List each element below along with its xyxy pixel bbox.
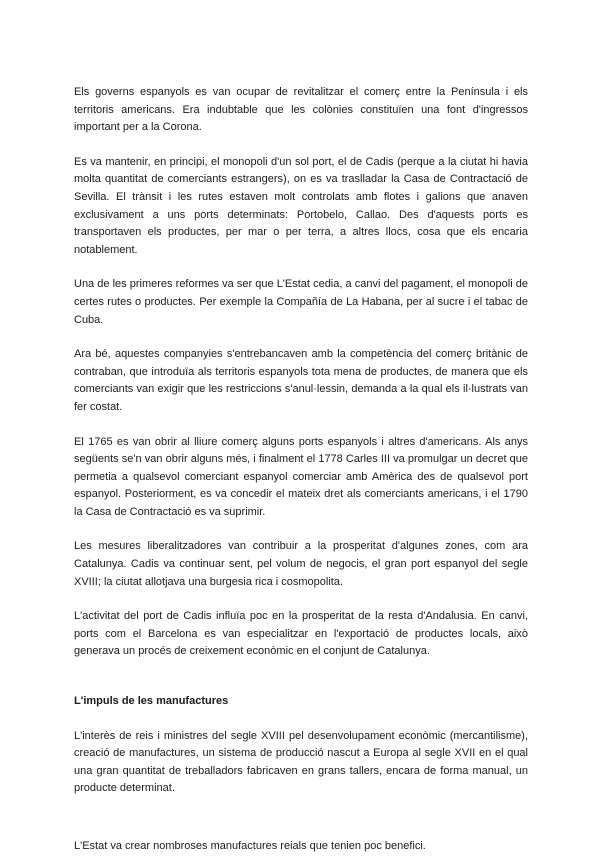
paragraph-7: L'activitat del port de Cadis influïa poc en la prosperitat de la resta d'Andalusia. En canvi, ports com el Barcelona es van especialitzar en l'exportació de productes locals, això generava un procés de creixement econòmic en el conjunt de Catalunya. [74, 610, 528, 658]
paragraph-9: L'Estat va crear nombroses manufactures reials que tenien poc benefici. [74, 840, 426, 852]
paragraph-4: Ara bé, aquestes companyies s'entrebancaven amb la competència del comerç britànic de contraban, que introduïa als territoris espanyols tota mena de productes, de manera que els comerciants van exigir que les restriccions s'anul·lessin, demanda a la qual els il·lustrats van fer costat. [74, 348, 528, 413]
paragraph-2: Es va mantenir, en principi, el monopoli d'un sol port, el de Cadis (perque a la ciutat hi havia molta quantitat de comerciants estrangers), on es va traslladar la Casa de Contractació de Sevilla. El trànsit i les rutes estaven molt controlats amb flotes i galions que anaven exclusivament a uns ports determinats: Portobelo, Callao. Des d'aquests ports es transportaven els productes, per mar o per terra, a altres llocs, cosa que els encaria notablement. [74, 155, 528, 256]
paragraph-3: Una de les primeres reformes va ser que L'Estat cedia, a canvi del pagament, el monopoli de certes rutes o productes. Per exemple la Compañía de La Habana, per al sucre i el tabac de Cuba. [74, 278, 528, 326]
paragraph-6: Les mesures liberalitzadores van contribuir a la prosperitat d'algunes zones, com ara Catalunya. Cadis va continuar sent, pel volum de negocis, el gran port espanyol del segle XVIII; la ciutat allotjava una burgesia rica i cosmopolita. [74, 540, 528, 588]
paragraph-8: L'interès de reis i ministres del segle XVIII pel desenvolupament econòmic (mercantilisme), creació de manufactures, un sistema de producció nascut a Europa al segle XVII en el qual una gran quantitat de treballadors fabricaven en grans tallers, encara de forma manual, un producte determinat. [74, 729, 528, 795]
paragraph-1: Els governs espanyols es van ocupar de revitalitzar el comerç entre la Península i els territoris americans. Era indubtable que les colònies constituïen una font d'ingressos important per a la Corona. [74, 86, 528, 134]
document-page [74, 84, 528, 856]
paragraph-5: El 1765 es van obrir al lliure comerç alguns ports espanyols i altres d'americans. Als anys següents se'n van obrir alguns més, i finalment el 1778 Carles III va promulgar un decret que permetia a qualsevol comerciant espanyol comerciar amb Amèrica des de qualsevol port espanyol. Posteriorment, es va concedir el mateix dret als comerciants americans, i el 1790 la Casa de Contractació es va suprimir. [74, 435, 528, 518]
section-heading: L'impuls de les manufactures [74, 695, 229, 708]
